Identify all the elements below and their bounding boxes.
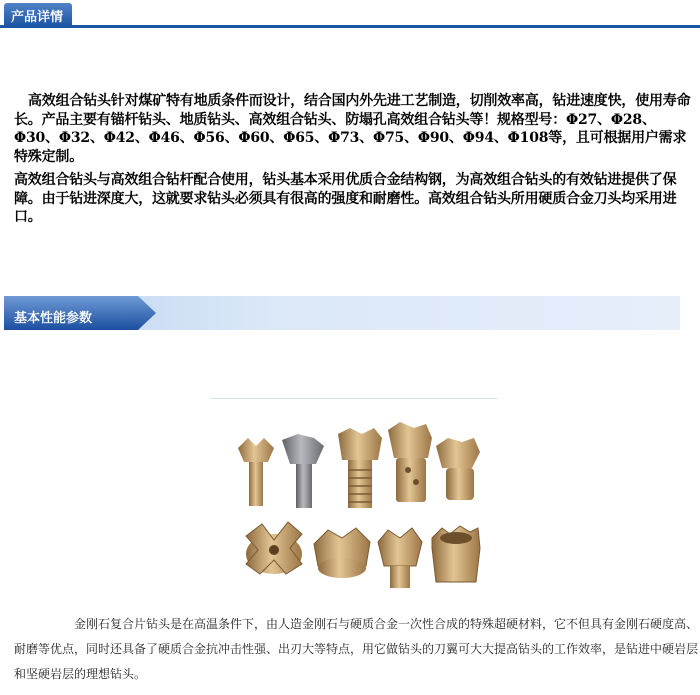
performance-params-header [4, 296, 680, 330]
product-details-header [0, 0, 700, 28]
header-underline [0, 25, 700, 28]
product-caption: 金刚石复合片钻头是在高温条件下，由人造金刚石与硬质合金一次性合成的特殊超硬材料，它不但具有金刚石硬度高、耐磨等优点，同时还具备了硬质合金抗冲击性强、出刃大等特点，用它做钻头的刀翼可大大提高钻头的工作效率，是钻进中硬岩层和坚硬岩层的理想钻头。 [14, 617, 699, 681]
core-bit [432, 526, 480, 582]
description-paragraph-2: 高效组合钻头与高效组合钻杆配合使用，钻头基本采用优质合金结构钢，为高效组合钻头的有效钻进提供了保障。由于钻进深度大，这就要求钻头必须具有很高的强度和耐磨性。高效组合钻头所用硬质合金刀头均采用进口。 [14, 172, 677, 225]
product-details-title: 产品详情 [11, 10, 64, 25]
drill-bits-product-image [210, 398, 498, 598]
description-paragraph-1: 高效组合钻头针对煤矿特有地质条件而设计，结合国内外先进工艺制造，切削效率高，钻进速度快，使用寿命长。产品主要有锚杆钻头、地质钻头、高效组合钻头、防塌孔高效组合钻头等！规格型号：Φ27、Φ28、Φ30、Φ32、Φ42、Φ46、Φ56、Φ60、Φ65、Φ73、Φ75、Φ90、Φ94、Φ108等，且可根据用户需求特殊定制。 [14, 93, 691, 165]
performance-params-title: 基本性能参数 [14, 311, 93, 326]
product-details-tab [4, 3, 72, 26]
